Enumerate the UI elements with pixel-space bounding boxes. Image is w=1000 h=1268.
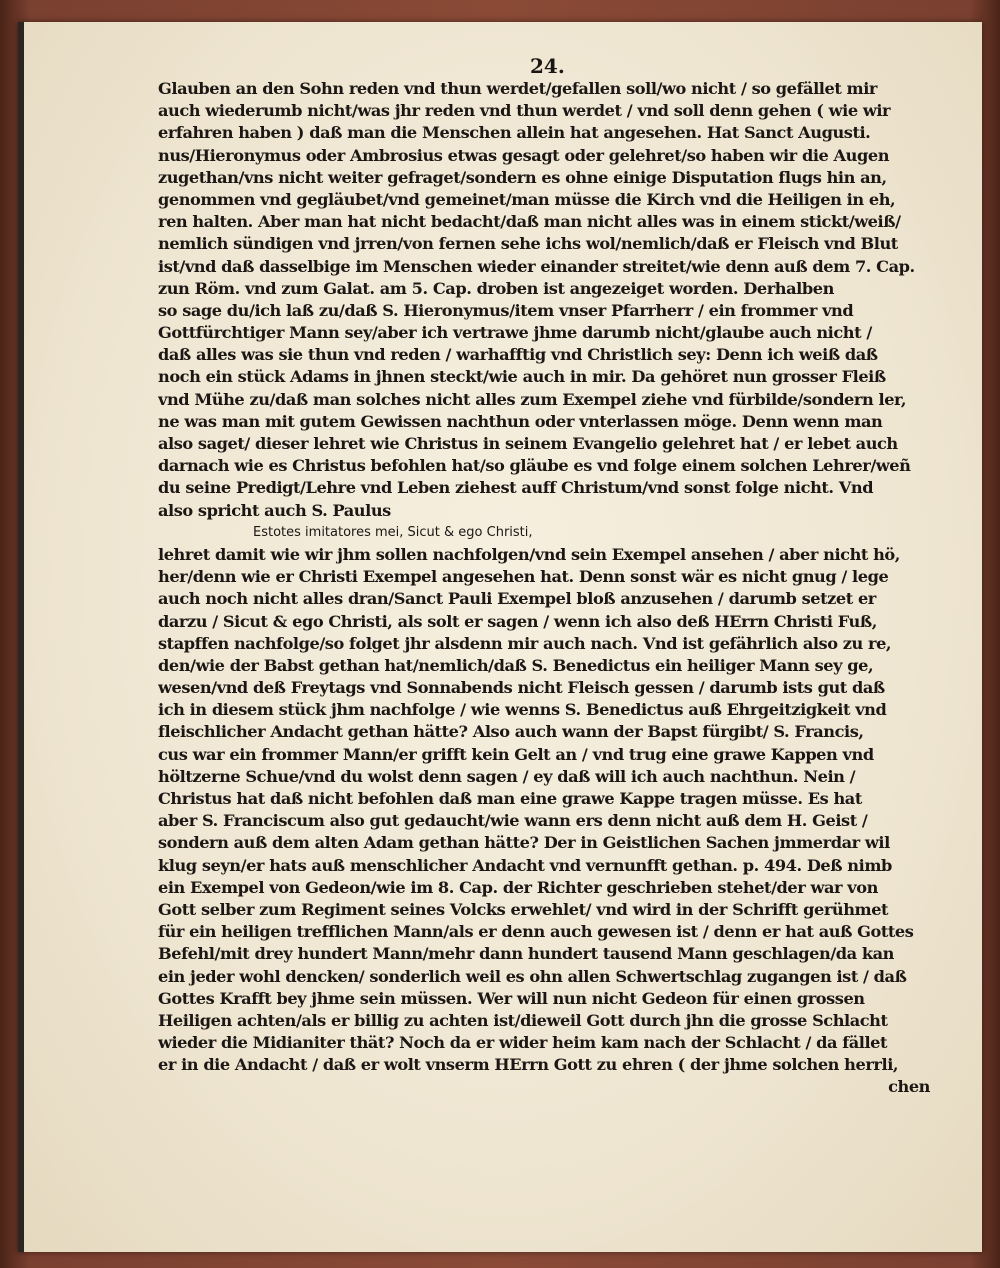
text-line: wesen/vnd deß Freytags vnd Sonnabends nicht Fleisch gessen / darumb ists gut daß — [158, 678, 885, 698]
text-line: daß alles was sie thun vnd reden / warhafftig vnd Christlich sey: Denn ich weiß daß — [158, 345, 878, 365]
text-line: höltzerne Schue/vnd du wolst denn sagen / ey daß will ich auch nachthun. Nein / — [158, 766, 856, 786]
text-line: Gottes Krafft bey jhme sein müssen. Wer will nun nicht Gedeon für einen grossen — [158, 988, 865, 1008]
text-line: her/denn wie er Christi Exempel angesehen hat. Denn sonst wär es nicht gnug / lege — [158, 567, 889, 587]
text-line: zun Röm. vnd zum Galat. am 5. Cap. droben ist angezeiget worden. Derhalben — [158, 278, 834, 298]
text-line: stapffen nachfolge/so folget jhr alsdenn mir auch nach. Vnd ist gefährlich also zu re, — [158, 633, 892, 653]
text-line: Befehl/mit drey hundert Mann/mehr dann hundert tausend Mann geschlagen/da kan — [158, 944, 894, 964]
text-line: nus/Hieronymus oder Ambrosius etwas gesagt oder gelehret/so haben wir die Augen — [158, 145, 890, 165]
catchword: chen — [888, 1077, 930, 1097]
text-line: also saget/ dieser lehret wie Christus in seinem Evangelio gelehret hat / er lebet auch — [158, 434, 898, 453]
text-line: nemlich sündigen vnd jrren/von fernen sehe ichs wol/nemlich/daß er Fleisch vnd Blut — [158, 234, 898, 254]
text-line: ein jeder wohl dencken/ sonderlich weil es ohn allen Schwertschlag zugangen ist / daß — [158, 966, 907, 986]
text-line: ne was man mit gutem Gewissen nachthun oder vnterlassen möge. Denn wenn man — [158, 411, 883, 431]
text-line: darnach wie es Christus befohlen hat/so gläube es vnd folge einem solchen Lehrer/weñ — [158, 456, 911, 476]
text-line: sondern auß dem alten Adam gethan hätte? Der in Geistlichen Sachen jmmerdar wil — [158, 833, 890, 853]
text-line: klug seyn/er hats auß menschlicher Andacht vnd vernunfft gethan. p. 494. Deß nimb — [158, 855, 892, 875]
text-line: ist/vnd daß dasselbige im Menschen wieder einander streitet/wie denn auß dem 7. Cap. — [158, 256, 915, 276]
text-line: also spricht auch S. Paulus — [158, 500, 391, 520]
text-line: aber S. Franciscum also gut gedaucht/wie wann ers denn nicht auß dem H. Geist / — [158, 811, 868, 831]
text-line: zugethan/vns nicht weiter gefraget/sondern es ohne einige Disputation flugs hin an, — [158, 167, 887, 187]
text-line: wieder die Midianiter thät? Noch da er wider heim kam nach der Schlacht / da fället — [158, 1033, 888, 1053]
text-line: erfahren haben ) daß man die Menschen allein hat angesehen. Hat Sanct Augusti. — [158, 123, 871, 143]
text-line: den/wie der Babst gethan hat/nemlich/daß S. Benedictus ein heiliger Mann sey ge, — [158, 655, 874, 675]
text-line: ich in diesem stück jhm nachfolge / wie wenns S. Benedictus auß Ehrgeitzigkeit vnd — [158, 700, 887, 720]
latin-quote: Estotes imitatores mei, Sicut & ego Christi, — [253, 524, 533, 540]
text-line: cus war ein frommer Mann/er grifft kein Gelt an / vnd trug eine grawe Kappen vnd — [158, 744, 874, 764]
text-line: auch noch nicht alles dran/Sanct Pauli Exempel bloß anzusehen / darumb setzet er — [158, 589, 876, 609]
text-line: auch wiederumb nicht/was jhr reden vnd thun werdet / vnd soll denn gehen ( wie wir — [158, 101, 891, 121]
page-number: 24. — [530, 54, 565, 78]
text-line: Gott selber zum Regiment seines Volcks erwehlet/ vnd wird in der Schrifft gerühmet — [158, 899, 889, 919]
text-line: du seine Predigt/Lehre vnd Leben ziehest auff Christum/vnd sonst folge nicht. Vnd — [158, 478, 874, 498]
text-line: so sage du/ich laß zu/daß S. Hieronymus/item vnser Pfarrherr / ein frommer vnd — [158, 300, 854, 320]
text-line: ren halten. Aber man hat nicht bedacht/daß man nicht alles was in einem stickt/weiß/ — [158, 212, 901, 232]
body-text — [158, 78, 938, 1099]
text-line: darzu / Sicut & ego Christi, als solt er sagen / wenn ich also deß HErrn Christi Fuß, — [158, 611, 877, 631]
text-line: fleischlicher Andacht gethan hätte? Also auch wann der Bapst fürgibt/ S. Francis, — [158, 722, 864, 742]
text-line: Christus hat daß nicht befohlen daß man eine grawe Kappe tragen müsse. Es hat — [158, 789, 862, 808]
text-line: vnd Mühe zu/daß man solches nicht alles zum Exempel ziehe vnd fürbilde/sondern ler, — [158, 389, 907, 409]
text-line: Gottfürchtiger Mann sey/aber ich vertrawe jhme darumb nicht/glaube auch nicht / — [158, 323, 872, 343]
text-line: noch ein stück Adams in jhnen steckt/wie auch in mir. Da gehöret nun grosser Fleiß — [158, 367, 886, 387]
text-line: er in die Andacht / daß er wolt vnserm HErrn Gott zu ehren ( der jhme solchen herrli, — [158, 1055, 899, 1075]
text-line: Glauben an den Sohn reden vnd thun werdet/gefallen soll/wo nicht / so gefället mir — [158, 79, 877, 98]
text-line: für ein heiligen trefflichen Mann/als er denn auch gewesen ist / denn er hat auß Gottes — [158, 922, 914, 942]
text-line: Heiligen achten/als er billig zu achten ist/dieweil Gott durch jhn die grosse Schlacht — [158, 1010, 888, 1030]
text-line: lehret damit wie wir jhm sollen nachfolgen/vnd sein Exempel ansehen / aber nicht hö, — [158, 544, 900, 564]
text-line: ein Exempel von Gedeon/wie im 8. Cap. der Richter geschrieben stehet/der war von — [158, 877, 878, 897]
text-line: genommen vnd gegläubet/vnd gemeinet/man müsse die Kirch vnd die Heiligen in eh, — [158, 189, 896, 209]
